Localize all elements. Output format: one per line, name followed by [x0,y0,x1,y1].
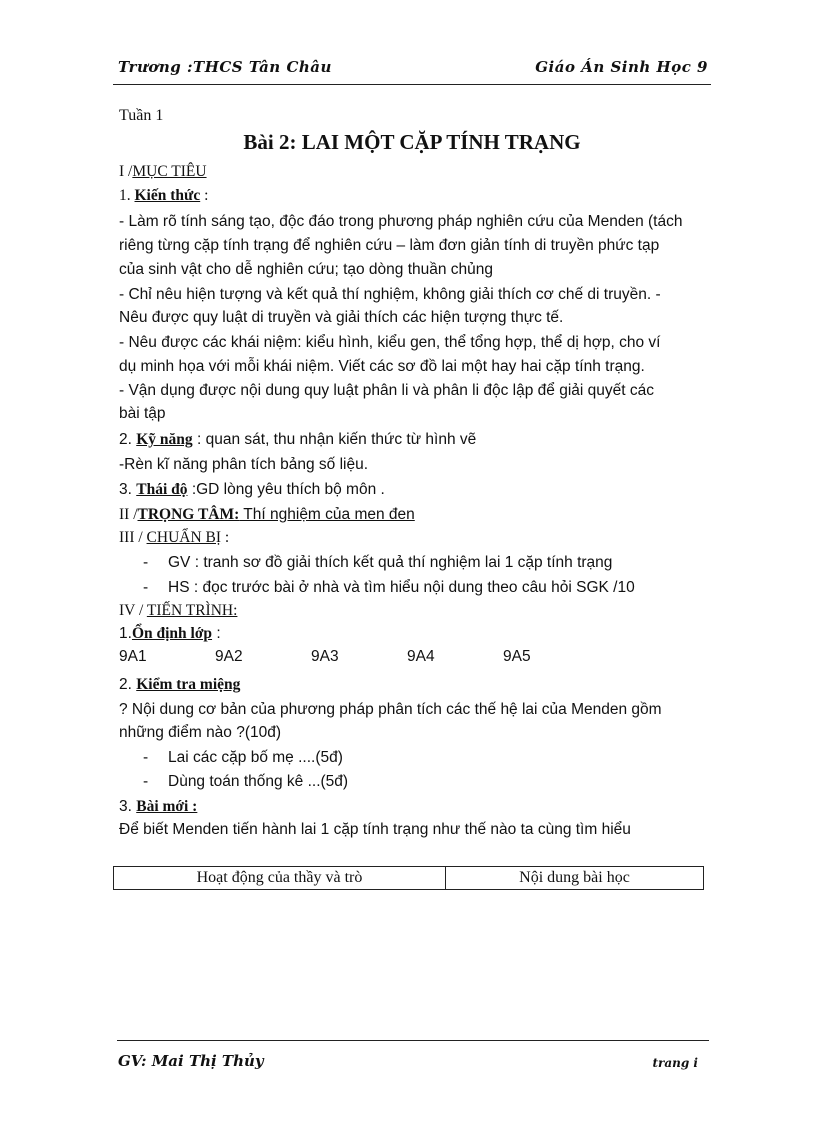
answer-item: Dùng toán thống kê ...(5đ) [168,773,349,790]
footer-rule [117,1040,709,1041]
answer-bullet: - [143,749,149,766]
week-label: Tuần 1 [119,107,164,124]
heading-attitude: 3. Thái độ :GD lòng yêu thích bộ môn . [119,481,385,498]
skills-line: -Rèn kĩ năng phân tích bảng số liệu. [119,456,369,473]
heading-stabilize: 1.Ổn định lớp : [119,625,221,642]
prep-bullet: - [143,554,149,571]
class-label: 9A4 [407,648,435,665]
class-label: 9A5 [503,648,531,665]
question-line: ? Nội dung cơ bản của phương pháp phân tích các thế hệ lai của Menden gồm [119,701,662,718]
prep-item: GV : tranh sơ đồ giải thích kết quả thí nghiệm lai 1 cặp tính trạng [168,554,613,571]
class-label: 9A1 [119,648,147,665]
class-label: 9A3 [311,648,339,665]
answer-bullet: - [143,773,149,790]
knowledge-line: của sinh vật cho dễ nghiên cứu; tạo dòng thuần chủng [119,261,494,278]
section-objectives: I /MỤC TIÊU [119,163,207,180]
knowledge-line: bài tập [119,405,166,422]
prep-bullet: - [143,579,149,596]
header-subject: Giáo Án Sinh Học 9 [535,58,708,76]
knowledge-line: - Vận dụng được nội dung quy luật phân li và phân li độc lập để giải quyết các [119,382,654,399]
footer-teacher: GV: Mai Thị Thủy [118,1052,264,1070]
heading-knowledge: 1. Kiến thức : [119,187,209,204]
header-school: Trương :THCS Tân Châu [118,58,332,76]
footer-page: trang i [652,1056,698,1070]
knowledge-line: riêng từng cặp tính trạng để nghiên cứu – làm đơn giản tính di truyền phức tạp [119,237,660,254]
question-line: những điểm nào ?(10đ) [119,724,282,741]
prep-item: HS : đọc trước bài ở nhà và tìm hiểu nội dung theo câu hỏi SGK /10 [168,579,635,596]
table-header-activities: Hoạt động của thầy và trò [114,867,446,890]
page-title: Bài 2: LAI MỘT CẶP TÍNH TRẠNG [243,130,581,154]
table-header-row [114,867,704,890]
section-focus: II /TRỌNG TÂM: Thí nghiệm của men đen [119,506,415,523]
section-preparation: III / CHUẨN BỊ : [119,529,230,546]
section-procedure: IV / TIẾN TRÌNH: [119,602,238,619]
heading-oral-check: 2. Kiểm tra miệng [119,676,241,693]
table-header-content: Nội dung bài học [446,867,704,890]
knowledge-line: - Nêu được các khái niệm: kiểu hình, kiểu gen, thể tổng hợp, thể dị hợp, cho ví [119,334,661,351]
knowledge-line: Nêu được quy luật di truyền và giải thích các hiện tượng thực tế. [119,309,564,326]
heading-new-lesson: 3. Bài mới : [119,798,198,815]
answer-item: Lai các cặp bố mẹ ....(5đ) [168,749,343,766]
class-label: 9A2 [215,648,243,665]
knowledge-line: - Chỉ nêu hiện tượng và kết quả thí nghiệm, không giải thích cơ chế di truyền. - [119,286,661,303]
lesson-table [113,866,704,890]
heading-skills: 2. Kỹ năng : quan sát, thu nhận kiến thức từ hình vẽ [119,431,477,448]
knowledge-line: - Làm rõ tính sáng tạo, độc đáo trong phương pháp nghiên cứu của Menden (tách [119,213,683,230]
knowledge-line: dụ minh họa với mỗi khái niệm. Viết các sơ đồ lai một hay hai cặp tính trạng. [119,358,645,375]
intro-line: Để biết Menden tiến hành lai 1 cặp tính trạng như thế nào ta cùng tìm hiểu [119,821,631,838]
header-rule [113,84,711,85]
